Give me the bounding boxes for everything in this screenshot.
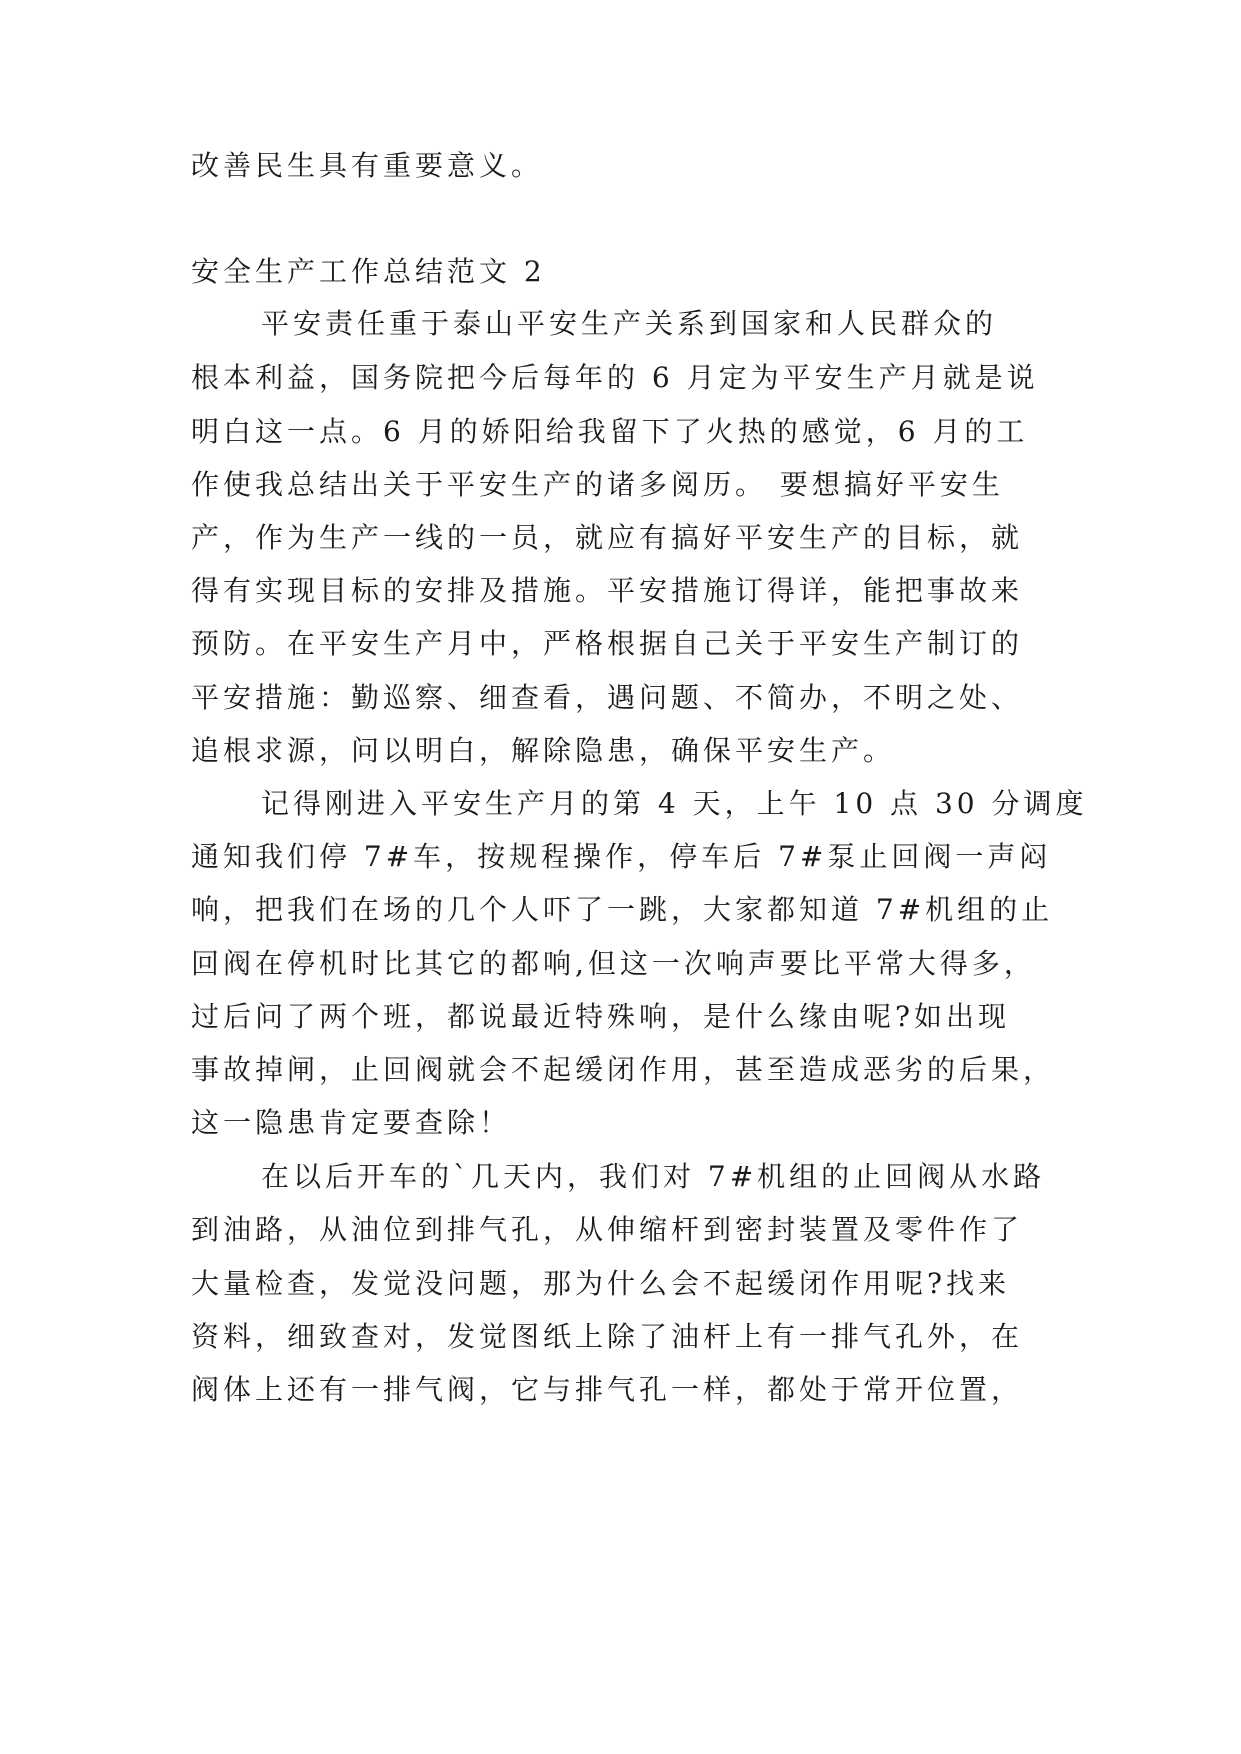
paragraph-line: 平安措施：勤巡察、细查看，遇问题、不简办，不明之处、: [191, 681, 1024, 714]
paragraph-line: 这一隐患肯定要查除！: [191, 1106, 512, 1139]
paragraph-line: 明白这一点。6 月的娇阳给我留下了火热的感觉，6 月的工: [191, 415, 1029, 448]
section-heading: 安全生产工作总结范文 2: [191, 255, 546, 288]
paragraph-line: 通知我们停 7#车，按规程操作，停车后 7#泵止回阀一声闷: [191, 840, 1052, 873]
paragraph-line: 过后问了两个班，都说最近特殊响，是什么缘由呢?如出现: [191, 1000, 1011, 1033]
paragraph-line: 在以后开车的`几天内，我们对 7#机组的止回阀从水路: [261, 1160, 1046, 1193]
paragraph-line: 资料，细致查对，发觉图纸上除了油杆上有一排气孔外，在: [191, 1320, 1024, 1353]
paragraph-line: 平安责任重于泰山平安生产关系到国家和人民群众的: [261, 307, 998, 340]
paragraph-line: 追根求源，问以明白，解除隐患，确保平安生产。: [191, 734, 896, 767]
paragraph-line: 根本利益，国务院把今后每年的 6 月定为平安生产月就是说: [191, 361, 1039, 394]
paragraph-line: 大量检查，发觉没问题，那为什么会不起缓闭作用呢?找来: [191, 1267, 1011, 1300]
paragraph-line: 阀体上还有一排气阀，它与排气孔一样，都处于常开位置，: [191, 1373, 1024, 1406]
paragraph-line: 响，把我们在场的几个人吓了一跳，大家都知道 7#机组的止: [191, 893, 1054, 926]
paragraph-line: 记得刚进入平安生产月的第 4 天，上午 10 点 30 分调度: [261, 787, 1088, 820]
paragraph-line: 产，作为生产一线的一员，就应有搞好平安生产的目标，就: [191, 521, 1024, 554]
paragraph-line: 事故掉闸，止回阀就会不起缓闭作用，甚至造成恶劣的后果，: [191, 1053, 1056, 1086]
paragraph-line: 得有实现目标的安排及措施。平安措施订得详，能把事故来: [191, 574, 1024, 607]
paragraph-line: 回阀在停机时比其它的都响,但这一次响声要比平常大得多，: [191, 947, 1036, 980]
paragraph-line: 到油路，从油位到排气孔，从伸缩杆到密封装置及零件作了: [191, 1213, 1024, 1246]
paragraph-line: 预防。在平安生产月中，严格根据自己关于平安生产制订的: [191, 627, 1024, 660]
paragraph-line: 作使我总结出关于平安生产的诸多阅历。 要想搞好平安生: [191, 468, 1004, 501]
paragraph-line: 改善民生具有重要意义。: [191, 149, 544, 182]
